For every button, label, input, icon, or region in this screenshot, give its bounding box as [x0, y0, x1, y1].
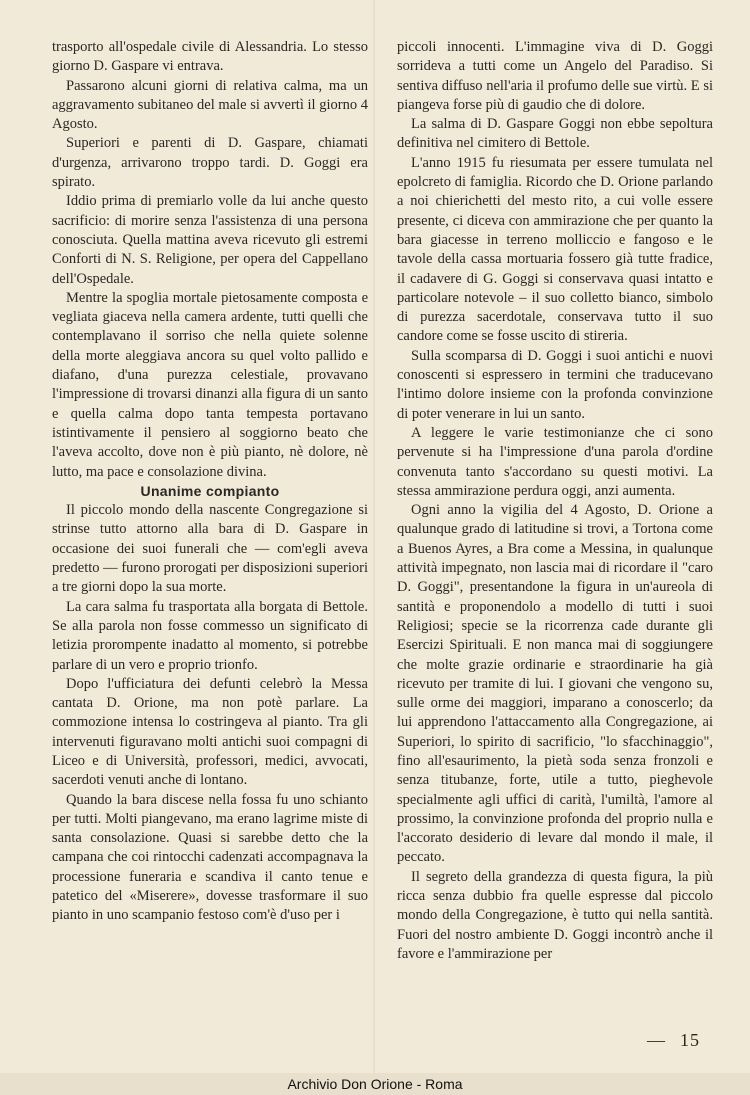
paragraph: piccoli innocenti. L'immagine viva di D. Goggi sorrideva a tutti come un Angelo del Paradiso. Si sentiva diffuso nell'aria il profumo delle sue virtù. E si piangeva forse più di gaudio che di dolore. — [397, 39, 713, 113]
section-title: Unanime compianto — [140, 482, 280, 499]
right-column — [397, 38, 713, 964]
archive-footer: Archivio Don Orione - Roma — [0, 1073, 750, 1095]
paragraph: Superiori e parenti di D. Gaspare, chiamati d'urgenza, arrivarono troppo tardi. D. Goggi era spirato. — [52, 135, 368, 191]
page-number-value: 15 — [680, 1030, 700, 1050]
paragraph: Passarono alcuni giorni di relativa calma, ma un aggravamento subitaneo del male si avvertì il giorno 4 Agosto. — [52, 77, 368, 133]
paragraph: Dopo l'ufficiatura dei defunti celebrò la Messa cantata D. Orione, ma non potè parlare. La commozione intensa lo costringeva al pianto. Tra gli intervenuti figuravano molti antichi suoi compagni di Liceo e di Università, professori, medici, avvocati, sacerdoti venuti anche di lontano. — [52, 675, 368, 789]
left-column — [52, 38, 368, 926]
paragraph: Mentre la spoglia mortale pietosamente composta e vegliata giaceva nella camera ardente, tutti quelli che contemplavano il sorriso che nella quiete solenne della morte aleggiava ancora su quel volto pallido e diafano, d'una purezza celestiale, provavano l'impressione di trovarsi dinanzi alla figura di un santo e quella calma dopo tanta tempesta portavano istintivamente il pensiero al soggiorno beato che l'aveva accolto, dove non è più pianto, nè dolore, nè lutto, ma pace e consolazione divina. — [52, 289, 368, 480]
paragraph: trasporto all'ospedale civile di Alessandria. Lo stesso giorno D. Gaspare vi entrava. — [52, 39, 368, 75]
paragraph: Sulla scomparsa di D. Goggi i suoi antichi e nuovi conoscenti si espressero in termini che traducevano l'intimo dolore insieme con la profonda convinzione di poter venerare in lui un santo. — [397, 347, 713, 422]
page-fold — [373, 0, 375, 1073]
paragraph: La salma di D. Gaspare Goggi non ebbe sepoltura definitiva nel cimitero di Bettole. — [397, 116, 713, 152]
paragraph: Il piccolo mondo della nascente Congregazione si strinse tutto attorno alla bara di D. Gaspare in occasione dei suoi funerali che — com'egli aveva predetto — furono prorogati per disposizioni superiori a tre giorni dopo la sua morte. — [52, 502, 368, 596]
paragraph: Iddio prima di premiarlo volle da lui anche questo sacrificio: di morire senza l'assistenza di una persona conosciuta. Quella mattina aveva ricevuto gli estremi Conforti di N. S. Religione, per opera del Cappellano dell'Ospedale. — [52, 193, 368, 287]
paragraph: La cara salma fu trasportata alla borgata di Bettole. Se alla parola non fosse commesso un significato di letizia prorompente inadatto al momento, si potrebbe parlare di un vero e proprio trionfo. — [52, 598, 368, 673]
paragraph: Quando la bara discese nella fossa fu uno schianto per tutti. Molti piangevano, ma erano lagrime miste di santa consolazione. Quasi si sarebbe detto che la campana che coi rintocchi cadenzati accompagnava la processione funeraria e scandiva il canto tenue e patetico del «Miserere», dovesse trasformare il suo pianto in uno scampanio festoso com'è d'uso per i — [52, 791, 368, 924]
paragraph: A leggere le varie testimonianze che ci sono pervenute si ha l'impressione d'una parola d'ordine convenuta tanto s'accordano su questi motivi. La stessa ammirazione perdura oggi, anzi aumenta. — [397, 424, 713, 499]
page-number — [647, 1030, 700, 1051]
paragraph: Ogni anno la vigilia del 4 Agosto, D. Orione a qualunque grado di latitudine si trovi, a Tortona come a Buenos Ayres, a Bra come a Messina, in qualunque attività impegnato, non lascia mai di ricordare il "caro D. Goggi", presentandone la figura in un'aureola di santità e proponendolo a modello di tutti i suoi Religiosi; specie se la ricorrenza cade durante gli Esercizi Spirituali. E non manca mai di soggiungere che molte grazie ordinarie e straordinarie ha già ricevuto per tramite di lui. I giovani che vengono su, sulle orme dei maggiori, imparano a conoscerlo; da lui apprendono l'attaccamento alla Congregazione, ai Superiori, lo spirito di sacrificio, "lo sfacchinaggio", fino all'esaurimento, la pietà soda senza fronzoli e senza titubanze, forte, utile a tutto, pieghevole specialmente agli uffici di carità, l'umiltà, l'amore al prossimo, la convinzione profonda del proprio nulla e l'accorato desiderio di levare dal mondo il male, il peccato. — [397, 502, 713, 866]
page-number-dash: — — [647, 1030, 666, 1050]
paragraph: L'anno 1915 fu riesumata per essere tumulata nel epolcreto di famiglia. Ricordo che D. Orione parlando a noi chierichetti del mesto rito, a cui volle essere presente, ci diceva con ammirazione che per quanto la bara giacesse in terreno molliccio e fangoso e le tavole della cassa mortuaria fossero già tutte fradice, il cadavere di G. Goggi si conservava quasi intatto e particolare notevole – il suo colletto bianco, simbolo di purezza sacerdotale, conservava tutto il suo candore come se fosse uscito di stireria. — [397, 154, 713, 345]
paragraph: Il segreto della grandezza di questa figura, la più ricca senza dubbio fra quelle espresse dal piccolo mondo della Congregazione, è tutto qui nella santità. Fuori del nostro ambiente D. Goggi incontrò anche il favore e l'ammirazione per — [397, 868, 713, 962]
